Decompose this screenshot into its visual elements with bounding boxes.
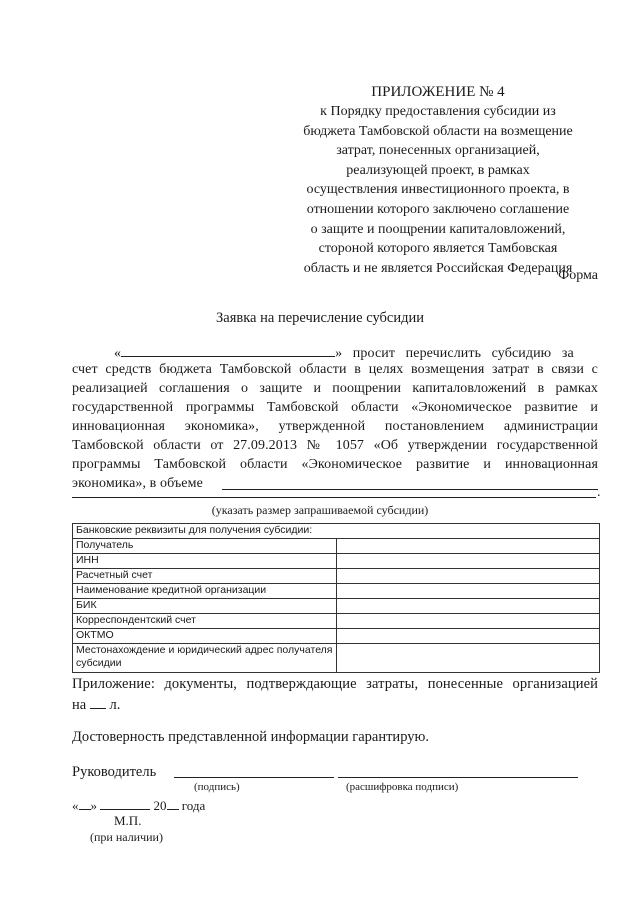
table-row <box>73 614 600 629</box>
appendix-line: о защите и поощрении капиталовложений, <box>310 221 566 237</box>
appendix-line: осуществления инвестиционного проекта, в <box>306 182 570 198</box>
body-first-line <box>72 343 598 362</box>
body-last-line: экономика», в объеме <box>72 476 203 491</box>
amount-blank-line2[interactable] <box>72 497 596 498</box>
date-line <box>72 796 205 814</box>
amount-end-period: . <box>597 485 601 500</box>
appendix-line: затрат, понесенных организацией, <box>336 143 540 159</box>
guarantee-statement: Достоверность представленной информации гарантирую. <box>72 729 429 745</box>
stamp-note: (при наличии) <box>90 830 163 844</box>
date-day-blank[interactable] <box>79 796 91 810</box>
body-line: реализацией соглашения о защите и поощрении капиталовложений в рамках <box>72 381 598 396</box>
bank-field-value[interactable] <box>336 584 600 599</box>
bank-field-value[interactable] <box>336 599 600 614</box>
bank-field-value[interactable] <box>336 629 600 644</box>
bank-field-label: ИНН <box>73 554 337 569</box>
attachment-pages-blank[interactable] <box>90 695 106 709</box>
bank-field-value[interactable] <box>336 569 600 584</box>
head-label: Руководитель <box>72 764 157 780</box>
date-open-quote: « <box>72 798 79 813</box>
date-year-prefix: 20 <box>153 798 167 813</box>
table-row <box>73 629 600 644</box>
body-line: Тамбовской области от 27.09.2013 № 1057 «Об утверждении государственной <box>72 438 598 453</box>
signature-decode-hint: (расшифровка подписи) <box>346 781 459 793</box>
organization-name-blank[interactable] <box>121 343 335 357</box>
amount-blank[interactable] <box>222 489 598 490</box>
body-line: государственной программы Тамбовской области «Экономическое развитие и <box>72 400 598 415</box>
date-month-blank[interactable] <box>100 796 150 810</box>
bank-requisites-table <box>72 523 600 673</box>
appendix-line: реализующей проект, в рамках <box>346 162 530 178</box>
date-suffix: года <box>181 798 206 813</box>
signature-decode-blank[interactable] <box>338 777 578 778</box>
attachment-line: Приложение: документы, подтверждающие затраты, понесенные организацией <box>72 676 598 692</box>
body-first-line-text: » просит перечислить субсидию за <box>335 346 574 361</box>
bank-field-label: ОКТМО <box>73 629 337 644</box>
appendix-title: ПРИЛОЖЕНИЕ № 4 <box>371 84 505 100</box>
table-row <box>73 524 600 539</box>
body-line: счет средств бюджета Тамбовской области в целях возмещения затрат в связи с <box>72 362 598 377</box>
signature-blank[interactable] <box>174 777 334 778</box>
bank-field-label: Местонахождение и юридический адрес получателя субсидии <box>73 644 337 673</box>
signature-hint: (подпись) <box>194 781 240 793</box>
attachment-suffix: л. <box>109 697 121 713</box>
table-row <box>73 599 600 614</box>
appendix-line: отношении которого заключено соглашение <box>306 201 570 217</box>
table-row <box>73 644 600 673</box>
table-row <box>73 554 600 569</box>
document-title: Заявка на перечисление субсидии <box>216 310 424 326</box>
bank-field-label: Корреспондентский счет <box>73 614 337 629</box>
table-row <box>73 539 600 554</box>
bank-field-value[interactable] <box>336 554 600 569</box>
appendix-line: стороной которого является Тамбовская <box>318 241 558 257</box>
appendix-line: область и не является Российская Федерация <box>303 260 573 276</box>
table-row <box>73 569 600 584</box>
date-year-blank[interactable] <box>167 796 179 810</box>
bank-field-label: Получатель <box>73 539 337 554</box>
date-close-quote: » <box>90 798 97 813</box>
body-line: программы Тамбовской области «Экономическое развитие и инновационная <box>72 457 598 472</box>
bank-field-label: БИК <box>73 599 337 614</box>
body-line: инновационная экономика», утвержденной постановлением администрации <box>72 419 598 434</box>
bank-field-label: Наименование кредитной организации <box>73 584 337 599</box>
attachment-pages <box>72 695 120 714</box>
stamp-label: М.П. <box>114 813 142 828</box>
appendix-line: бюджета Тамбовской области на возмещение <box>303 123 573 139</box>
appendix-header <box>278 82 598 278</box>
bank-field-value[interactable] <box>336 539 600 554</box>
attachment-prefix: на <box>72 697 87 713</box>
appendix-line: к Порядку предоставления субсидии из <box>320 104 556 119</box>
form-label: Форма <box>558 268 598 283</box>
bank-field-label: Расчетный счет <box>73 569 337 584</box>
amount-hint: (указать размер запрашиваемой субсидии) <box>211 503 429 517</box>
table-row <box>73 584 600 599</box>
bank-field-value[interactable] <box>336 644 600 673</box>
bank-table-header: Банковские реквизиты для получения субсидии: <box>73 524 600 539</box>
open-quote: « <box>114 346 122 361</box>
bank-field-value[interactable] <box>336 614 600 629</box>
